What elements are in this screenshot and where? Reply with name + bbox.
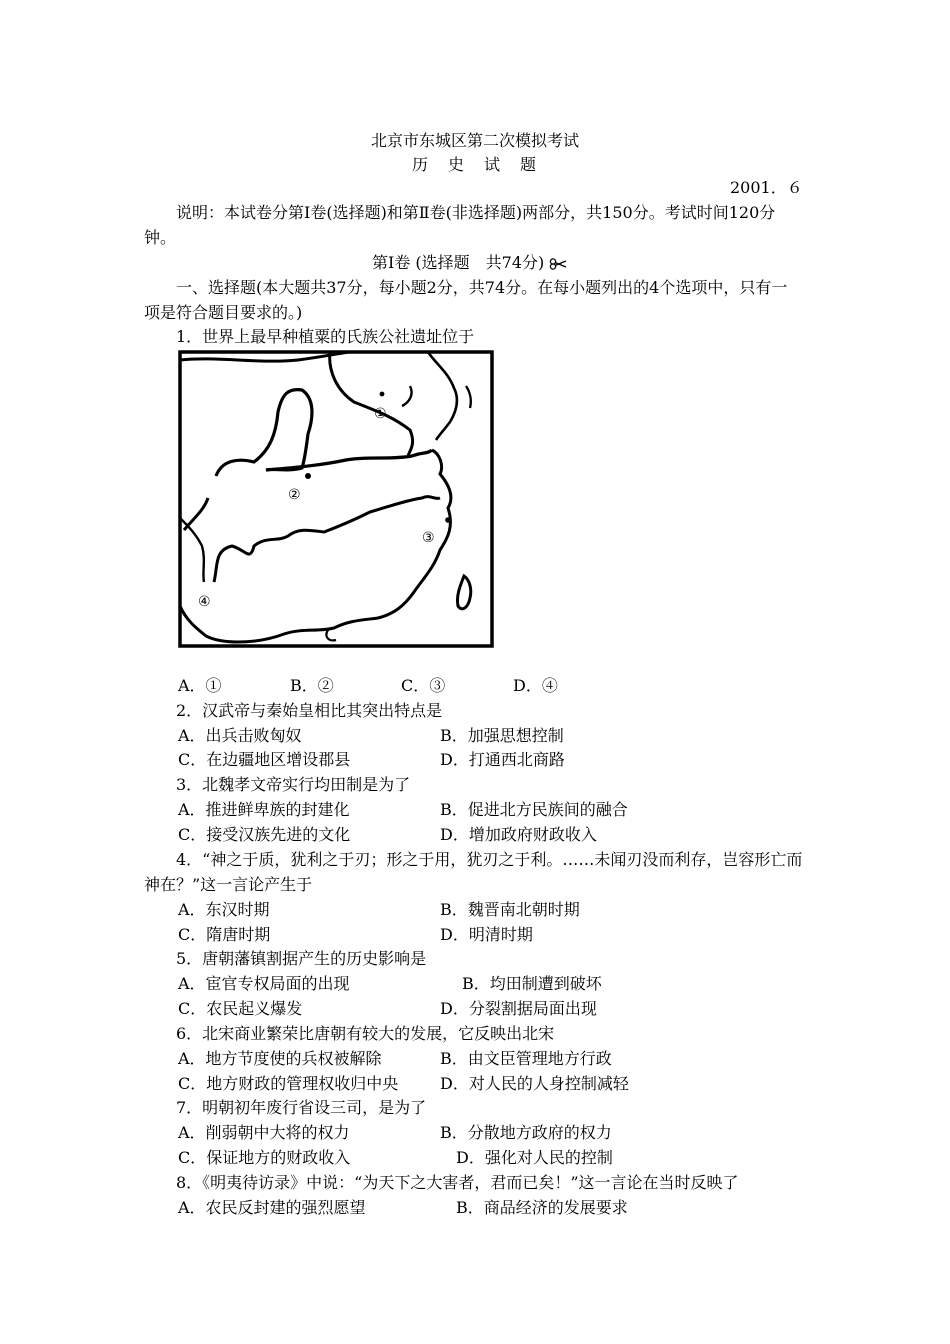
q7-option-b: B．分散地方政府的权力 <box>440 1123 612 1142</box>
exam-date: 2001．６ <box>730 178 803 197</box>
q5-option-c: C．农民起义爆发 <box>178 999 303 1018</box>
map-marker-4: ④ <box>198 594 211 610</box>
q2-option-b: B．加强思想控制 <box>440 726 564 745</box>
q4-option-b: B．魏晋南北朝时期 <box>440 900 580 919</box>
question-4-stem-line-2: 神在？”这一言论产生于 <box>144 875 313 894</box>
subject-title: 历 史 试 题 <box>411 155 538 174</box>
q1-option-c: C．③ <box>401 676 446 695</box>
q6-option-b: B．由文臣管理地方行政 <box>440 1049 612 1068</box>
site-3-dot <box>445 517 451 523</box>
q6-option-c: C．地方财政的管理权收归中央 <box>178 1074 399 1093</box>
exam-title: 北京市东城区第二次模拟考试 <box>370 131 579 150</box>
map-frame <box>180 352 492 646</box>
q6-option-d: D．对人民的人身控制减轻 <box>440 1074 629 1093</box>
section-title <box>372 253 567 273</box>
question-8-stem: 8．《明夷待访录》中说：“为天下之大害者，君而已矣！”这一言论在当时反映了 <box>176 1173 739 1192</box>
q7-option-a: A．削弱朝中大将的权力 <box>178 1123 350 1142</box>
q1-option-a: A．① <box>178 676 222 695</box>
instructions-line-1: 一、选择题(本大题共37分，每小题2分，共74分。在每小题列出的4个选项中，只有一 <box>176 278 788 297</box>
q2-option-a: A．出兵击败匈奴 <box>178 726 302 745</box>
q8-option-b: B．商品经济的发展要求 <box>456 1198 628 1217</box>
exam-note-line-1: 说明：本试卷分第Ⅰ卷(选择题)和第Ⅱ卷(非选择题)两部分，共150分。考试时间120分 <box>176 203 776 222</box>
section-title-text: 第Ⅰ卷 (选择题 共74分) <box>372 253 545 272</box>
site-1-dot <box>380 392 385 397</box>
site-2-dot <box>305 473 311 479</box>
q7-option-d: D．强化对人民的控制 <box>456 1148 613 1167</box>
scissors-icon <box>549 258 567 270</box>
map-marker-1: ① <box>374 406 387 422</box>
q3-option-a: A．推进鲜卑族的封建化 <box>178 800 350 819</box>
q5-option-b: B．均田制遭到破坏 <box>462 974 602 993</box>
q8-option-a: A．农民反封建的强烈愿望 <box>178 1198 366 1217</box>
instructions-line-2: 项是符合题目要求的。) <box>144 303 303 322</box>
q6-option-a: A．地方节度使的兵权被解除 <box>178 1049 382 1068</box>
q5-option-a: A．宦官专权局面的出现 <box>178 974 350 993</box>
question-1-stem: 1．世界上最早种植粟的氏族公社遗址位于 <box>176 327 475 346</box>
question-5-stem: 5．唐朝藩镇割据产生的历史影响是 <box>176 949 427 968</box>
question-2-stem: 2．汉武帝与秦始皇相比其突出特点是 <box>176 701 443 720</box>
map-marker-3: ③ <box>422 530 435 546</box>
question-3-stem: 3．北魏孝文帝实行均田制是为了 <box>176 775 411 794</box>
q4-option-c: C．隋唐时期 <box>178 925 271 944</box>
q1-option-d: D．④ <box>513 676 558 695</box>
q3-option-b: B．促进北方民族间的融合 <box>440 800 628 819</box>
question-6-stem: 6．北宋商业繁荣比唐朝有较大的发展，它反映出北宋 <box>176 1024 555 1043</box>
q4-option-d: D．明清时期 <box>440 925 533 944</box>
map-marker-2: ② <box>288 487 301 503</box>
china-map-figure <box>178 350 494 648</box>
exam-note-line-2: 钟。 <box>144 228 177 247</box>
q3-option-d: D．增加政府财政收入 <box>440 825 597 844</box>
q5-option-d: D．分裂割据局面出现 <box>440 999 597 1018</box>
q2-option-d: D．打通西北商路 <box>440 750 565 769</box>
q7-option-c: C．保证地方的财政收入 <box>178 1148 351 1167</box>
q4-option-a: A．东汉时期 <box>178 900 270 919</box>
q2-option-c: C．在边疆地区增设郡县 <box>178 750 351 769</box>
question-7-stem: 7．明朝初年废行省设三司，是为了 <box>176 1098 427 1117</box>
q1-option-b: B．② <box>290 676 334 695</box>
question-4-stem-line-1: 4．“神之于质，犹利之于刃；形之于用，犹刃之于利。……未闻刃没而利存，岂容形亡而 <box>176 850 803 869</box>
q3-option-c: C．接受汉族先进的文化 <box>178 825 351 844</box>
